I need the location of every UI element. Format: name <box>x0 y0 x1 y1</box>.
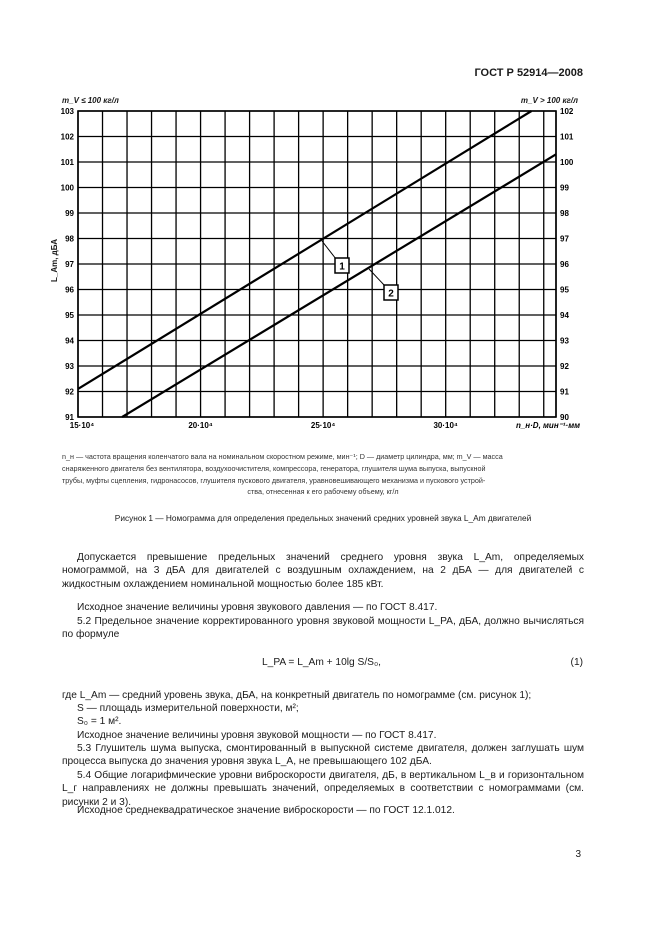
y-right-tick-label: 100 <box>560 158 574 167</box>
y-left-tick-label: 98 <box>65 234 74 244</box>
y-right-tick-label: 98 <box>560 209 569 218</box>
y-right-tick-label: 92 <box>560 362 569 371</box>
y-left-tick-label: 96 <box>65 285 74 295</box>
series-line-2 <box>122 154 556 417</box>
y-right-tick-label: 91 <box>560 387 569 397</box>
figure-caption: Рисунок 1 — Номограмма для определения предельных значений средних уровней звука L_Am двигателей <box>114 513 532 523</box>
paragraph-5-2: 5.2 Предельное значение корректированного уровня звуковой мощности L_PA, дБА, должно вычисляться по формуле <box>62 616 584 641</box>
right-axis-header: m_V > 100 кг/л <box>520 96 578 105</box>
legend-line-2: снаряженного двигателя без вентилятора, воздухоочистителя, компрессора, генератора, глушителя шума выпуска, выпускной <box>62 464 486 473</box>
y-right-tick-label: 94 <box>560 311 569 320</box>
y-left-tick-label: 103 <box>60 107 74 116</box>
y-left-tick-label: 99 <box>65 209 74 218</box>
y-axis-label: L_Am, дБА <box>50 239 59 282</box>
y-left-tick-label: 92 <box>65 387 74 397</box>
y-left-tick-label: 101 <box>60 158 74 167</box>
paragraph-5-4: 5.4 Общие логарифмические уровни виброскорости двигателя, дБ, в вертикальном L_в и горизонтальном L_г направлениях не должны превышать значений, определяемых в соответствии с номограммами (см. рисунки 2 и 3). <box>62 770 584 808</box>
y-left-tick-label: 100 <box>60 183 74 193</box>
y-right-tick-label: 97 <box>560 234 569 244</box>
y-right-tick-label: 96 <box>560 260 569 269</box>
y-right-tick-label: 93 <box>560 336 569 346</box>
legend-line-3: трубы, муфты сцепления, гидронасосов, глушителя пускового двигателя, уравновешивающего механизма и пускового устрой- <box>62 476 486 485</box>
where-lam: где L_Am — средний уровень звука, дБА, на конкретный двигатель по номограмме (см. рисунок 1); <box>62 690 532 701</box>
where-s0: S₀ = 1 м². <box>77 716 122 727</box>
x-tick-label: 15·10⁴ <box>69 421 95 430</box>
y-right-tick-label: 101 <box>560 132 574 142</box>
legend-line-4: ства, отнесенная к его рабочему объему, кг/л <box>247 487 399 496</box>
paragraph-allowance: Допускается превышение предельных значений среднего уровня звука L_Am, определяемых номограммой, на 3 дБА для двигателей с воздушным охлаждением, на 2 дБА — для двигателей с жидкостным охлаждением номинальной мощностью более 185 кВт. <box>62 552 584 590</box>
series-label-2: 2 <box>388 288 394 300</box>
series-line-1 <box>78 111 531 389</box>
y-left-tick-label: 102 <box>60 132 74 142</box>
y-right-tick-label: 90 <box>560 413 569 422</box>
nomogram-chart <box>0 0 661 440</box>
paragraph-5-3: 5.3 Глушитель шума выпуска, смонтированный в выпускной системе двигателя, должен заглушать шум процесса выпуска до значения уровня звука L_A, не превышающего 102 дБА. <box>62 743 584 768</box>
document-header: ГОСТ Р 52914—2008 <box>474 67 583 79</box>
y-left-tick-label: 95 <box>65 311 74 320</box>
x-tick-label: 30·10⁴ <box>433 421 458 430</box>
x-tick-label: 20·10⁴ <box>188 421 213 430</box>
paragraph-source-power: Исходное значение величины уровня звуковой мощности — по ГОСТ 8.417. <box>77 730 437 741</box>
legend-line-1: n_н — частота вращения коленчатого вала на номинальном скоростном режиме, мин⁻¹; D — диаметр цилиндра, мм; m_V — масса <box>62 452 503 461</box>
y-left-tick-label: 91 <box>65 413 74 422</box>
paragraph-source-pressure: Исходное значение величины уровня звукового давления — по ГОСТ 8.417. <box>77 602 438 613</box>
formula-number: (1) <box>570 657 583 668</box>
y-left-tick-label: 94 <box>65 336 74 346</box>
formula: L_PA = L_Am + 10lg S/S₀, <box>262 657 382 668</box>
x-tick-label: 25·10⁴ <box>310 421 336 430</box>
where-s: S — площадь измерительной поверхности, м²; <box>77 703 299 714</box>
y-left-tick-label: 93 <box>65 362 74 371</box>
series-label-1: 1 <box>339 261 345 273</box>
x-axis-label: n_н·D, мин⁻¹·мм <box>515 421 581 430</box>
paragraph-source-vibration: Исходное среднеквадратическое значение виброскорости — по ГОСТ 12.1.012. <box>77 805 455 816</box>
callout-leader-2 <box>369 269 385 286</box>
left-axis-header: m_V ≤ 100 кг/л <box>62 96 119 105</box>
y-right-tick-label: 95 <box>560 285 569 295</box>
callout-leader-1 <box>322 241 336 259</box>
y-right-tick-label: 99 <box>560 183 569 193</box>
y-left-tick-label: 97 <box>65 260 74 269</box>
page-number: 3 <box>575 849 581 860</box>
y-right-tick-label: 102 <box>560 107 574 116</box>
